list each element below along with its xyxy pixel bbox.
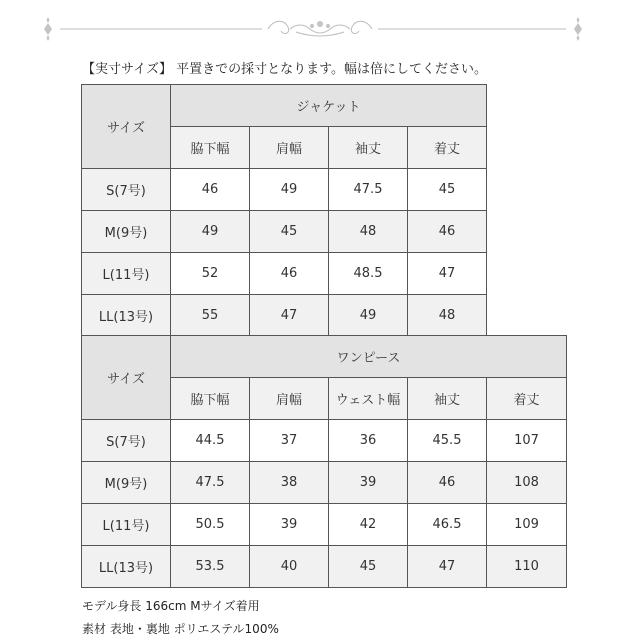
table-cell: 46.5 [408,504,487,546]
table-cell: 53.5 [171,546,250,588]
table-row [82,253,487,295]
size-label: S(7号) [82,169,171,211]
onepiece-col-header: ウェスト幅 [329,378,408,420]
table-cell: 48 [408,295,487,337]
material-info: 素材 表地・裏地 ポリエステル100% [82,622,279,636]
table-cell: 52 [171,253,250,295]
onepiece-col-header: 袖丈 [408,378,487,420]
jacket-size-header: サイズ [82,85,171,169]
model-info: モデル身長 166cm Mサイズ着用 [82,599,260,613]
table-cell: 49 [329,295,408,337]
size-label: LL(13号) [82,295,171,337]
table-cell: 45 [408,169,487,211]
table-cell: 46 [250,253,329,295]
table-cell: 45.5 [408,420,487,462]
jacket-title: ジャケット [171,85,487,127]
table-row [82,462,567,504]
table-cell: 46 [408,211,487,253]
size-heading: 【実寸サイズ】 平置きでの採寸となります。幅は倍にしてください。 [82,62,488,77]
table-cell: 45 [329,546,408,588]
table-cell: 38 [250,462,329,504]
table-cell: 44.5 [171,420,250,462]
table-cell: 110 [487,546,567,588]
jacket-col-header: 着丈 [408,127,487,169]
table-cell: 47.5 [171,462,250,504]
table-cell: 45 [250,211,329,253]
size-label: L(11号) [82,253,171,295]
table-cell: 107 [487,420,567,462]
table-cell: 55 [171,295,250,337]
table-cell: 47 [250,295,329,337]
table-cell: 39 [329,462,408,504]
table-cell: 48.5 [329,253,408,295]
jacket-col-header: 脇下幅 [171,127,250,169]
table-cell: 46 [171,169,250,211]
jacket-size-table [81,84,487,337]
table-cell: 39 [250,504,329,546]
table-cell: 46 [408,462,487,504]
table-cell: 42 [329,504,408,546]
table-cell: 37 [250,420,329,462]
ornament-divider [0,12,640,46]
table-row [82,295,487,337]
table-cell: 36 [329,420,408,462]
table-cell: 47 [408,546,487,588]
table-cell: 49 [171,211,250,253]
onepiece-title: ワンピース [171,336,567,378]
table-row [82,420,567,462]
table-cell: 108 [487,462,567,504]
table-cell: 47.5 [329,169,408,211]
table-cell: 49 [250,169,329,211]
table-cell: 109 [487,504,567,546]
table-row [82,504,567,546]
onepiece-size-header: サイズ [82,336,171,420]
onepiece-col-header: 脇下幅 [171,378,250,420]
jacket-col-header: 肩幅 [250,127,329,169]
size-label: M(9号) [82,211,171,253]
table-row [82,169,487,211]
size-label: L(11号) [82,504,171,546]
onepiece-col-header: 着丈 [487,378,567,420]
table-row [82,211,487,253]
table-row [82,546,567,588]
size-label: LL(13号) [82,546,171,588]
table-cell: 47 [408,253,487,295]
onepiece-col-header: 肩幅 [250,378,329,420]
table-cell: 50.5 [171,504,250,546]
table-cell: 40 [250,546,329,588]
table-cell: 48 [329,211,408,253]
jacket-col-header: 袖丈 [329,127,408,169]
onepiece-size-table [81,335,567,588]
size-label: M(9号) [82,462,171,504]
size-label: S(7号) [82,420,171,462]
